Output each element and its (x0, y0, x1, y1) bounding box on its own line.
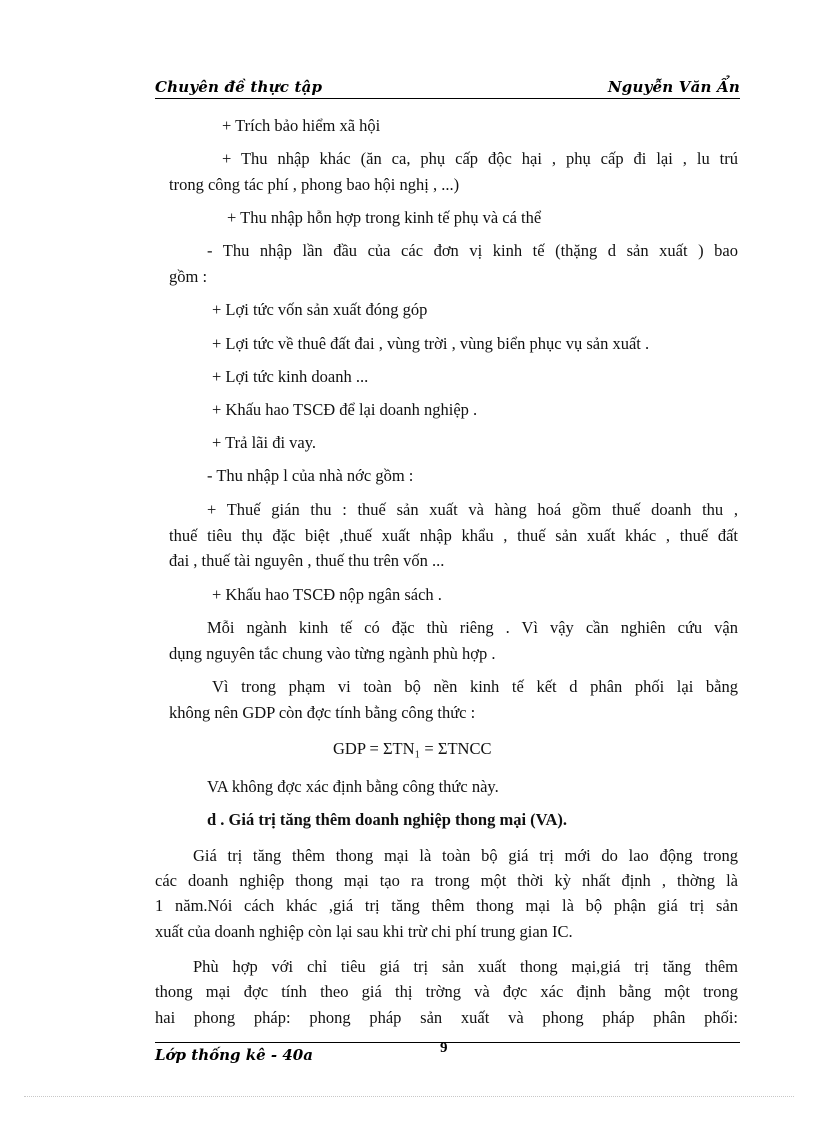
body-line-11: + Trả lãi đi vay. (212, 433, 317, 452)
header-left-text: Chuyên đề thực tập (155, 78, 323, 96)
body-line-15: đai , thuế tài nguyên , thuế thu trên vốn ... (169, 551, 445, 570)
body-line-6: gồm : (169, 267, 208, 286)
body-line-13: + Thuế gián thu : thuế sản xuất và hàng hoá gồm thuế doanh thu , (207, 500, 738, 519)
footer-rule (155, 1042, 740, 1043)
header-right-text: Nguyễn Văn Ẩn (607, 78, 740, 96)
body-line-10: + Khấu hao TSCĐ để lại doanh nghiệp . (212, 400, 478, 419)
body-line-16: + Khấu hao TSCĐ nộp ngân sách . (212, 585, 442, 604)
page-bottom-border (24, 1096, 794, 1097)
body-line-2: + Thu nhập khác (ăn ca, phụ cấp độc hại , phụ cấp đi lại , lu trú (222, 149, 738, 168)
page-header (155, 74, 740, 99)
body-line-17: Mỗi ngành kinh tế có đặc thù riêng . Vì vậy cần nghiên cứu vận (207, 618, 738, 637)
body-line-28: thong mại đợc tính theo giá thị trờng và đợc xác định bằng một trong (155, 982, 738, 1001)
body-line-4: + Thu nhập hỗn hợp trong kinh tế phụ và cá thể (227, 208, 542, 227)
body-line-21: VA không đợc xác định bằng công thức này. (207, 777, 499, 796)
body-line-20: không nên GDP còn đợc tính bằng công thức : (169, 703, 476, 722)
body-line-1: + Trích bảo hiểm xã hội (222, 116, 381, 135)
body-line-25: 1 năm.Nói cách khác ,giá trị tăng thêm thong mại là bộ phận giá trị sản (155, 896, 738, 915)
section-heading: d . Giá trị tăng thêm doanh nghiệp thong mại (VA). (207, 810, 567, 829)
body-line-14: thuế tiêu thụ đặc biệt ,thuế xuất nhập khẩu , thuế sản xuất khác , thuế đất (169, 526, 738, 545)
body-line-19: Vì trong phạm vi toàn bộ nền kinh tế kết d phân phối lại bằng (212, 677, 738, 696)
body-line-5: - Thu nhập lần đầu của các đơn vị kinh tế (thặng d sản xuất ) bao (207, 241, 738, 260)
body-line-3: trong công tác phí , phong bao hội nghị , ...) (169, 175, 460, 194)
body-line-26: xuất của doanh nghiệp còn lại sau khi trừ chi phí trung gian IC. (155, 922, 573, 941)
page-number: 9 (440, 1040, 448, 1056)
body-line-9: + Lợi tức kinh doanh ... (212, 367, 369, 386)
formula: GDP = ΣTN₁ = ΣTNCC (333, 739, 492, 758)
body-line-29: hai phong pháp: phong pháp sản xuất và phong pháp phân phối: (155, 1008, 738, 1027)
body-line-18: dụng nguyên tắc chung vào từng ngành phù hợp . (169, 644, 496, 663)
body-line-12: - Thu nhập l của nhà nớc gồm : (207, 466, 414, 485)
footer-left-text: Lớp thống kê - 40a (155, 1046, 313, 1064)
body-line-8: + Lợi tức về thuê đất đai , vùng trời , vùng biển phục vụ sản xuất . (212, 334, 650, 353)
body-line-7: + Lợi tức vốn sản xuất đóng góp (212, 300, 428, 319)
body-line-24: các doanh nghiệp thong mại tạo ra trong một thời kỳ nhất định , thờng là (155, 871, 738, 890)
body-line-23: Giá trị tăng thêm thong mại là toàn bộ giá trị mới do lao động trong (193, 846, 738, 865)
body-line-27: Phù hợp với chỉ tiêu giá trị sản xuất thong mại,giá trị tăng thêm (193, 957, 738, 976)
